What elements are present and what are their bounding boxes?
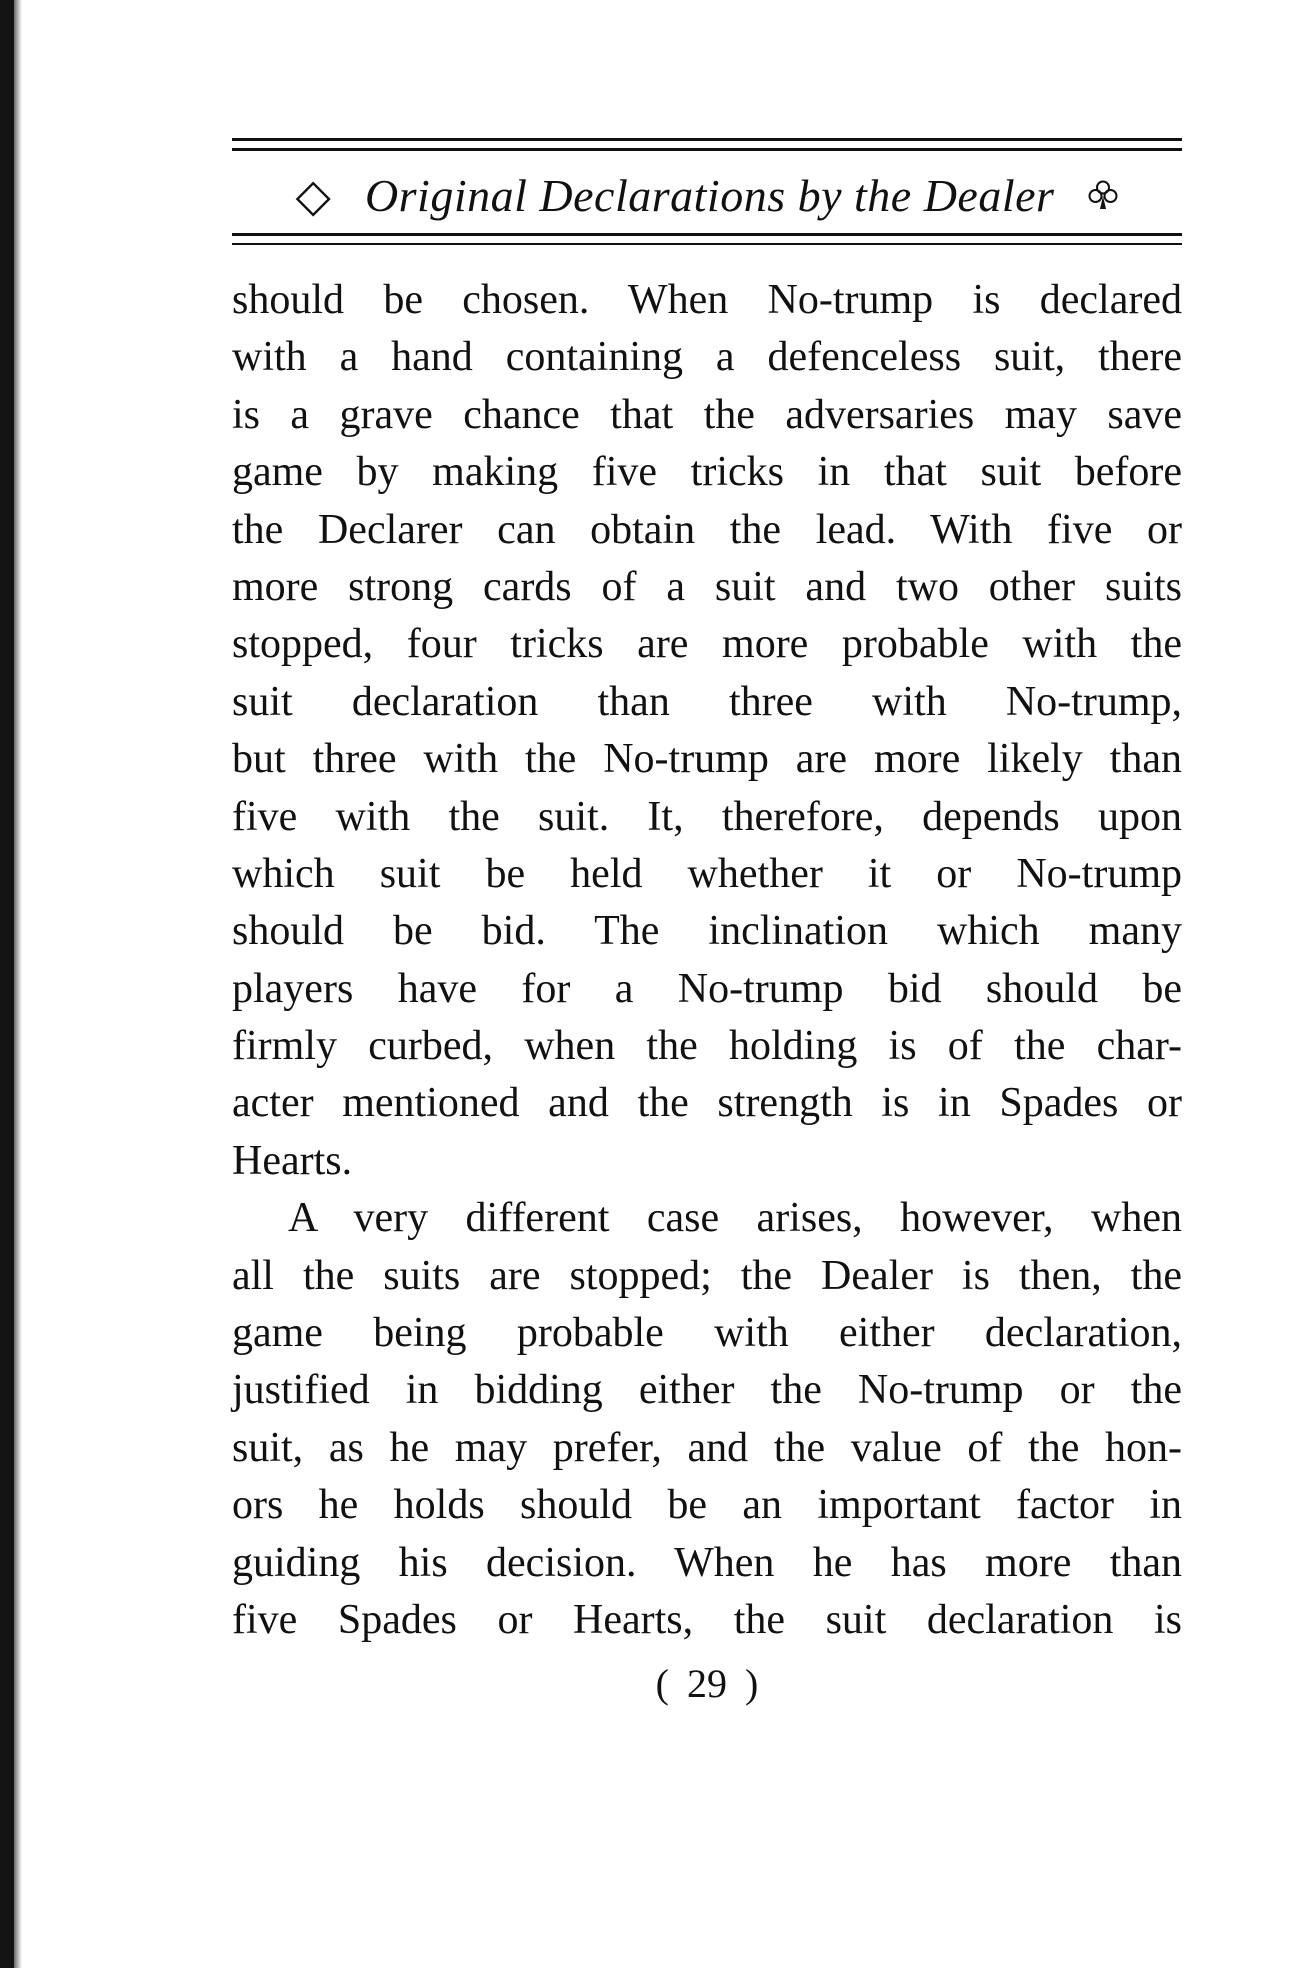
text-line: should be bid. The inclination which many bbox=[232, 908, 1182, 955]
binding-shadow-fade bbox=[14, 0, 22, 1968]
text-line: players have for a No-trump bid should be bbox=[232, 965, 1182, 1012]
text-line: more strong cards of a suit and two other suits bbox=[232, 563, 1182, 610]
running-head bbox=[232, 160, 1182, 230]
header-rule-bottom bbox=[232, 233, 1182, 236]
text-line: all the suits are stopped; the Dealer is then, the bbox=[232, 1252, 1182, 1299]
text-line: is a grave chance that the adversaries may save bbox=[232, 391, 1182, 438]
text-line: ors he holds should be an important factor in bbox=[232, 1482, 1182, 1529]
header-rule-top-inner bbox=[232, 148, 1182, 151]
header-rule-top bbox=[232, 138, 1182, 141]
diamond-icon: ◇ bbox=[295, 170, 331, 221]
text-line: five with the suit. It, therefore, depends upon bbox=[232, 793, 1182, 840]
paragraph-1 bbox=[232, 272, 1182, 1190]
header-rule-bottom-inner bbox=[232, 243, 1182, 245]
page-number: ( 29 ) bbox=[655, 1661, 759, 1706]
text-line: acter mentioned and the strength is in Spades or bbox=[232, 1080, 1182, 1127]
text-line: which suit be held whether it or No-trump bbox=[232, 850, 1182, 897]
club-icon bbox=[1088, 179, 1118, 211]
binding-shadow bbox=[0, 0, 14, 1968]
running-head-title: Original Declarations by the Dealer bbox=[364, 169, 1055, 221]
text-line: with a hand containing a defenceless suit, there bbox=[232, 334, 1182, 381]
text-line: suit, as he may prefer, and the value of the hon- bbox=[232, 1424, 1182, 1471]
text-line: guiding his decision. When he has more than bbox=[232, 1539, 1182, 1586]
text-line: should be chosen. When No-trump is declared bbox=[232, 277, 1182, 323]
text-line: the Declarer can obtain the lead. With five or bbox=[232, 506, 1182, 553]
text-line: suit declaration than three with No-trump, bbox=[232, 678, 1182, 725]
text-line: A very different case arises, however, when bbox=[288, 1195, 1182, 1242]
text-line: stopped, four tricks are more probable with the bbox=[232, 621, 1182, 668]
text-line: game by making five tricks in that suit before bbox=[232, 449, 1182, 496]
body-text bbox=[232, 272, 1182, 1649]
text-line: firmly curbed, when the holding is of the char- bbox=[232, 1023, 1182, 1070]
text-line: justified in bidding either the No-trump or the bbox=[232, 1367, 1182, 1414]
text-line: but three with the No-trump are more likely than bbox=[232, 736, 1182, 783]
text-line: five Spades or Hearts, the suit declaration is bbox=[232, 1596, 1182, 1643]
text-line: game being probable with either declaration, bbox=[232, 1310, 1182, 1357]
paragraph-2 bbox=[232, 1190, 1182, 1649]
text-line: Hearts. bbox=[232, 1137, 353, 1184]
